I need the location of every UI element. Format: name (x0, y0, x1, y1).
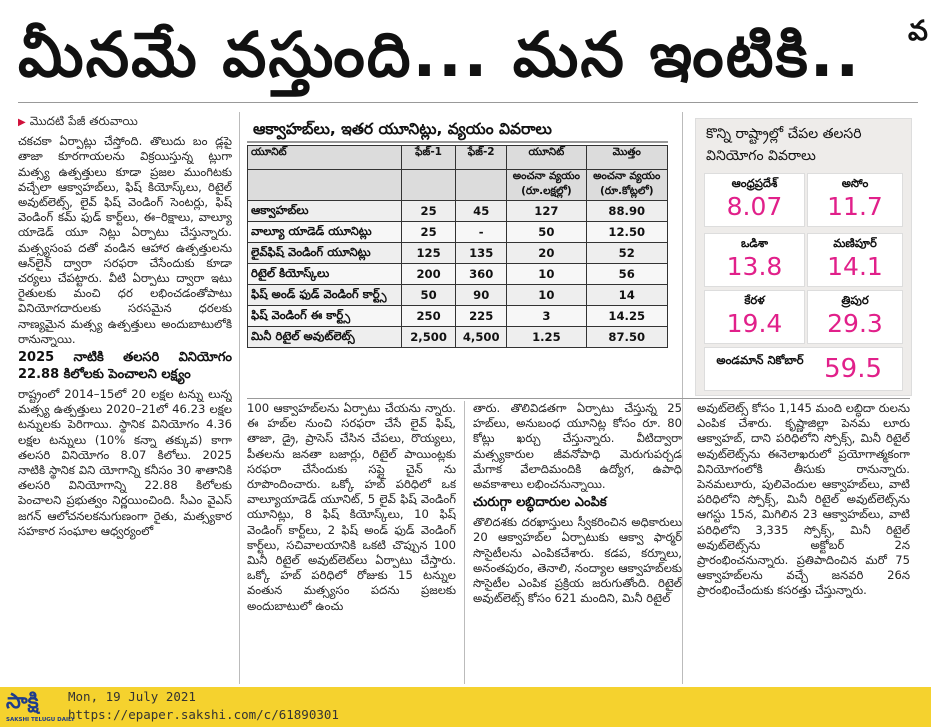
header-phase2: ఫేజ్-2 (456, 146, 507, 170)
state-name: ఆంధ్రప్రదేశ్ (731, 176, 778, 190)
table-row (248, 285, 668, 306)
state-cell-andhra-pradesh (704, 173, 805, 227)
row-total-cost: 14 (586, 285, 668, 306)
table-row (248, 201, 668, 222)
consumption-title: కొన్ని రాష్ట్రాల్లో చేపల తలసరి వినియోగం వివరాలు (706, 126, 862, 164)
continuation-note (18, 114, 232, 130)
logo-subtitle: SAKSHI TELUGU DAILY (6, 717, 75, 723)
header-unit: యూనిట్ (248, 146, 402, 170)
state-cell-manipur (807, 233, 903, 287)
table-row (248, 327, 668, 348)
row-total-cost: 56 (586, 264, 668, 285)
row-phase1: 200 (401, 264, 455, 285)
state-cell-andaman-nicobar (704, 347, 903, 391)
row-unit-cost: 20 (507, 243, 586, 264)
article-column-1 (18, 114, 232, 686)
continuation-text: మొదటి పేజీ తరువాయి (29, 114, 138, 128)
state-name: అండమాన్ నికోబార్ (716, 353, 804, 367)
state-name: త్రిపుర (841, 293, 869, 307)
col4-paragraph-1: అవుట్‌లెట్స్ కోసం 1,145 మంది లబ్ధిదా రులను ఎంపిక చేశారు. కృష్ణాజిల్లా పెనమ లూరు ఆక్వాహబ్, దాని పరిధిలోని స్పోక్స్, మినీ రిటైల్ అవుట్‌లెట్స్‌ను ఈనెలాఖరులో ప్రయోగాత్మకంగా వినియోగంలోకి తీసుకు రానున్నారు. పెనమలూరు, పులివెందుల ఆక్వాహబ్‌లు, వాటి పరిధిలోని స్పోక్స్, మినీ రిటైల్ అవుట్‌లెట్స్‌ను ఆగస్టు 15న, మిగిలిన 23 ఆక్వాహబ్‌లు, వాటి పరిధిలోని 3,335 స్పోక్స్, మినీ రిటైల్ అవుట్‌లెట్స్‌ను అక్టోబర్ 2న ప్రారంభించనున్నారు. ప్రతిపాదించిన మరో 75 ఆక్వాహబ్‌లను వచ్చే జనవరి 26న ప్రారంభించేందుకు కసరత్తు చేస్తున్నారు. (697, 401, 910, 598)
state-value: 8.07 (726, 192, 783, 221)
table-row (248, 264, 668, 285)
state-name: ఒడిశా (740, 236, 769, 250)
state-name: కేరళ (744, 293, 765, 307)
row-unit-cost: 1.25 (507, 327, 586, 348)
col1-subheading: 2025 నాటికి తలసరి వినియోగం 22.88 కిలోలకు పెంచాలని లక్ష్యం (18, 350, 232, 383)
article-column-2 (247, 401, 456, 684)
column-divider (239, 112, 240, 684)
col3-paragraph-1: తారు. తొలివిడతగా ఏర్పాటు చేస్తున్న 25 హబ్‌లు, అనుబంధ యూనిట్ల కోసం రూ. 80 కోట్లు ఖర్చు చేస్తున్నారు. వీటిద్వారా మత్స్యకారుల జీవనోపాధి మెరుగుపర్చడ మేగాక వేలాదిమందికి ఉద్యోగ, ఉపాధి అవకాశాలు లభించనున్నాయి. (473, 401, 682, 492)
row-phase2: 225 (456, 306, 507, 327)
table-row (248, 222, 668, 243)
row-unit-name: వాల్యూ యాడెడ్ యూనిట్లు (248, 222, 402, 243)
row-unit-name: మినీ రిటైల్ అవుట్‌లెట్స్ (248, 327, 402, 348)
col3-subheading (473, 494, 682, 511)
table-title: ఆక్వాహబ్‌లు, ఇతర యూనిట్లు, వ్యయం వివరాలు (253, 120, 552, 138)
row-unit-cost: 127 (507, 201, 586, 222)
col3-subheading-text: చురుగ్గా లబ్ధిదారుల ఎంపిక (473, 495, 607, 511)
headline-divider (18, 102, 918, 103)
col1-paragraph-2: రాష్ట్రంలో 2014–15లో 20 లక్షల టన్ను లున్న మత్స్య ఉత్పత్తులు 2020–21లో 46.23 లక్షల టన్నులకు పెరిగాయి. స్థానిక వినియోగం 4.36 లక్షల టన్నులు (10% కన్నా తక్కువ) కాగా తలసరి వినియోగం 8.07 కిలోలు. 2025 నాటికి స్థానిక విని యోగాన్ని కనీసం 30 శాతానికి తలసరి వినియోగాన్ని 22.88 కిలోలకు పెంచాలని ప్రభుత్వం నిర్ణయించింది. సీఎం వైఎస్ జగన్ ఆలోచనలకనుగుణంగా రైతు, మత్స్యకార సహకార సంఘాల ఆధ్వర్యంలో (18, 387, 232, 538)
col3-paragraph-2: తొలిదశకు దరఖాస్తులు స్వీకరించిన అధికారులు 20 ఆక్వాహబ్‌ల ఏర్పాటుకు ఆక్వా ఫార్మర్ సొసైటీలను ఎంపికచేశారు. కడప, కర్నూలు, అనంతపురం, తెనాలి, నంద్యాల ఆక్వాహబ్‌లకు సొసైటీల ఎంపిక ప్రక్రియ జరుగుతోంది. రిటైల్ అవుట్‌లెట్స్ కోసం 621 మందిని, మినీ రిటైల్ (473, 515, 682, 606)
footer-bar (0, 687, 931, 727)
logo-text: సాక్షి (6, 689, 39, 713)
epaper-link[interactable]: https://epaper.sakshi.com/c/61890301 (68, 707, 339, 722)
row-unit-cost: 3 (507, 306, 586, 327)
header-total-cost: మొత్తం (586, 146, 668, 170)
row-unit-name: ఫిష్ అండ్ ఫుడ్ వెండింగ్ కార్ట్స్ (248, 285, 402, 306)
header-phase1: ఫేజ్-1 (401, 146, 455, 170)
row-phase1: 2,500 (401, 327, 455, 348)
row-phase2: - (456, 222, 507, 243)
table-row (248, 243, 668, 264)
row-phase1: 125 (401, 243, 455, 264)
row-phase2: 4,500 (456, 327, 507, 348)
state-value: 13.8 (726, 252, 783, 281)
state-name: అసోం (841, 176, 869, 190)
row-total-cost: 52 (586, 243, 668, 264)
row-unit-cost: 10 (507, 285, 586, 306)
state-cell-kerala (704, 290, 805, 344)
state-cell-tripura (807, 290, 903, 344)
table-title-rule (247, 141, 668, 143)
row-phase1: 250 (401, 306, 455, 327)
row-total-cost: 88.90 (586, 201, 668, 222)
triangle-icon: ▶ (18, 117, 26, 128)
row-total-cost: 12.50 (586, 222, 668, 243)
row-total-cost: 14.25 (586, 306, 668, 327)
state-cell-odisha (704, 233, 805, 287)
col2-paragraph-1: 100 ఆక్వాహబ్‌లను ఏర్పాటు చేయను న్నారు. ఈ హబ్‌ల నుంచి సరఫరా చేసే లైవ్ ఫిష్, తాజా, డ్రై, ప్రాసెస్ చేసిన చేపలు, రొయ్యలు, పీతలను జనతా బజార్లు, రిటైల్ పాయింట్లకు సరఫరా చేసేందుకు సప్లై చైన్ ను రూపొందించారు. ఒక్కో హబ్ పరిధిలో ఒక వాల్యూయాడెడ్ యూనిట్, 5 లైవ్ ఫిష్ వెండింగ్ యూనిట్లు, 8 ఫిష్ కియోస్క్‌లు, 10 ఫిష్ వెండింగ్ కార్ట్‌లు, 2 ఫిష్ అండ్ ఫుడ్ వెండింగ్ కార్ట్‌లు, సచివాలయానికి ఒకటి చొప్పున 100 మినీ రిటైల్ అవుట్‌లెట్‌లు ఏర్పాటు చేస్తారు. ఒక్కో హబ్ పరిధిలో రోజుకు 15 టన్నుల వంతున మత్స్యసం పదను ప్రజలకు అందుబాటులో ఉంచు (247, 401, 456, 613)
row-unit-name: ఆక్వాహబ్‌లు (248, 201, 402, 222)
row-unit-cost: 10 (507, 264, 586, 285)
state-value: 59.5 (824, 354, 882, 384)
header-spacer (401, 170, 455, 201)
state-value: 11.7 (827, 192, 883, 221)
row-phase1: 25 (401, 201, 455, 222)
column-divider (464, 401, 465, 684)
adjacent-article-fragment: వ (908, 14, 928, 47)
table-row (248, 306, 668, 327)
row-total-cost: 87.50 (586, 327, 668, 348)
row-unit-cost: 50 (507, 222, 586, 243)
header-spacer (248, 170, 402, 201)
row-phase2: 360 (456, 264, 507, 285)
header-total-cost-sub: అంచనా వ్యయం (రూ.కోట్లలో) (586, 170, 668, 201)
units-cost-table-box (247, 118, 668, 394)
row-phase2: 135 (456, 243, 507, 264)
edition-date: Mon, 19 July 2021 (68, 689, 196, 704)
row-unit-name: ఫిష్ వెండింగ్ ఈ కార్ట్స్ (248, 306, 402, 327)
row-unit-name: లైవ్‌ఫిష్ వెండింగ్ యూనిట్లు (248, 243, 402, 264)
box-divider (247, 398, 910, 399)
row-phase2: 45 (456, 201, 507, 222)
article-column-3 (473, 401, 682, 684)
state-cell-assam (807, 173, 903, 227)
col1-paragraph-1: చకచకా ఏర్పాట్లు చేస్తోంది. తొలుదు బం డ్లపై తాజా కూరగాయలను విక్రయిస్తున్న ట్లుగా మత్స్య ఉత్పత్తులు కూడా ప్రజల ముంగిటకు వచ్చేలా ఆక్వాహబ్‌లు, ఫిష్ కియోస్క్‌లు, రిటైల్ అవుట్‌లెట్స్, లైవ్ ఫిష్ వెండింగ్ సెంటర్లు, ఫిష్ వెండింగ్ కమ్ ఫుడ్ కార్ట్‌లు, ఈ–రిక్షాలు, వాల్యూ యాడెడ్ యూ నిట్లు ఏర్పాటు చేస్తున్నారు. మత్స్యసంప దతో వండిన ఆహార ఉత్పత్తులను ఆన్‌లైన్ ద్వారా సరఫరా చేసేందుకు కూడా చర్యలు చేపట్టారు. వీటి ఏర్పాటు ద్వారా ఇటు రైతులకు మంచి ధర లభించడంతోపాటు వినియోగదారులకు సరసమైన ధరలకు నాణ్యమైన మత్స్య ఉత్పత్తులు అందుబాటులోకి రానున్నాయి. (18, 134, 232, 346)
state-value: 19.4 (726, 309, 783, 338)
header-unit-cost-sub: అంచనా వ్యయం (రూ.లక్షల్లో) (507, 170, 586, 201)
sakshi-logo[interactable] (4, 689, 75, 725)
row-phase1: 50 (401, 285, 455, 306)
article-column-4 (697, 401, 910, 684)
headline: మీనమే వస్తుంది... మన ఇంటికి.. (18, 18, 861, 91)
state-name: మణిపూర్ (833, 236, 877, 250)
per-capita-consumption-box (695, 118, 912, 396)
row-phase2: 90 (456, 285, 507, 306)
state-value: 14.1 (827, 252, 883, 281)
row-phase1: 25 (401, 222, 455, 243)
header-unit-cost: యూనిట్ (507, 146, 586, 170)
header-spacer (456, 170, 507, 201)
state-value: 29.3 (827, 309, 883, 338)
units-cost-table (247, 145, 668, 348)
row-unit-name: రిటైల్ కియోస్క్‌లు (248, 264, 402, 285)
